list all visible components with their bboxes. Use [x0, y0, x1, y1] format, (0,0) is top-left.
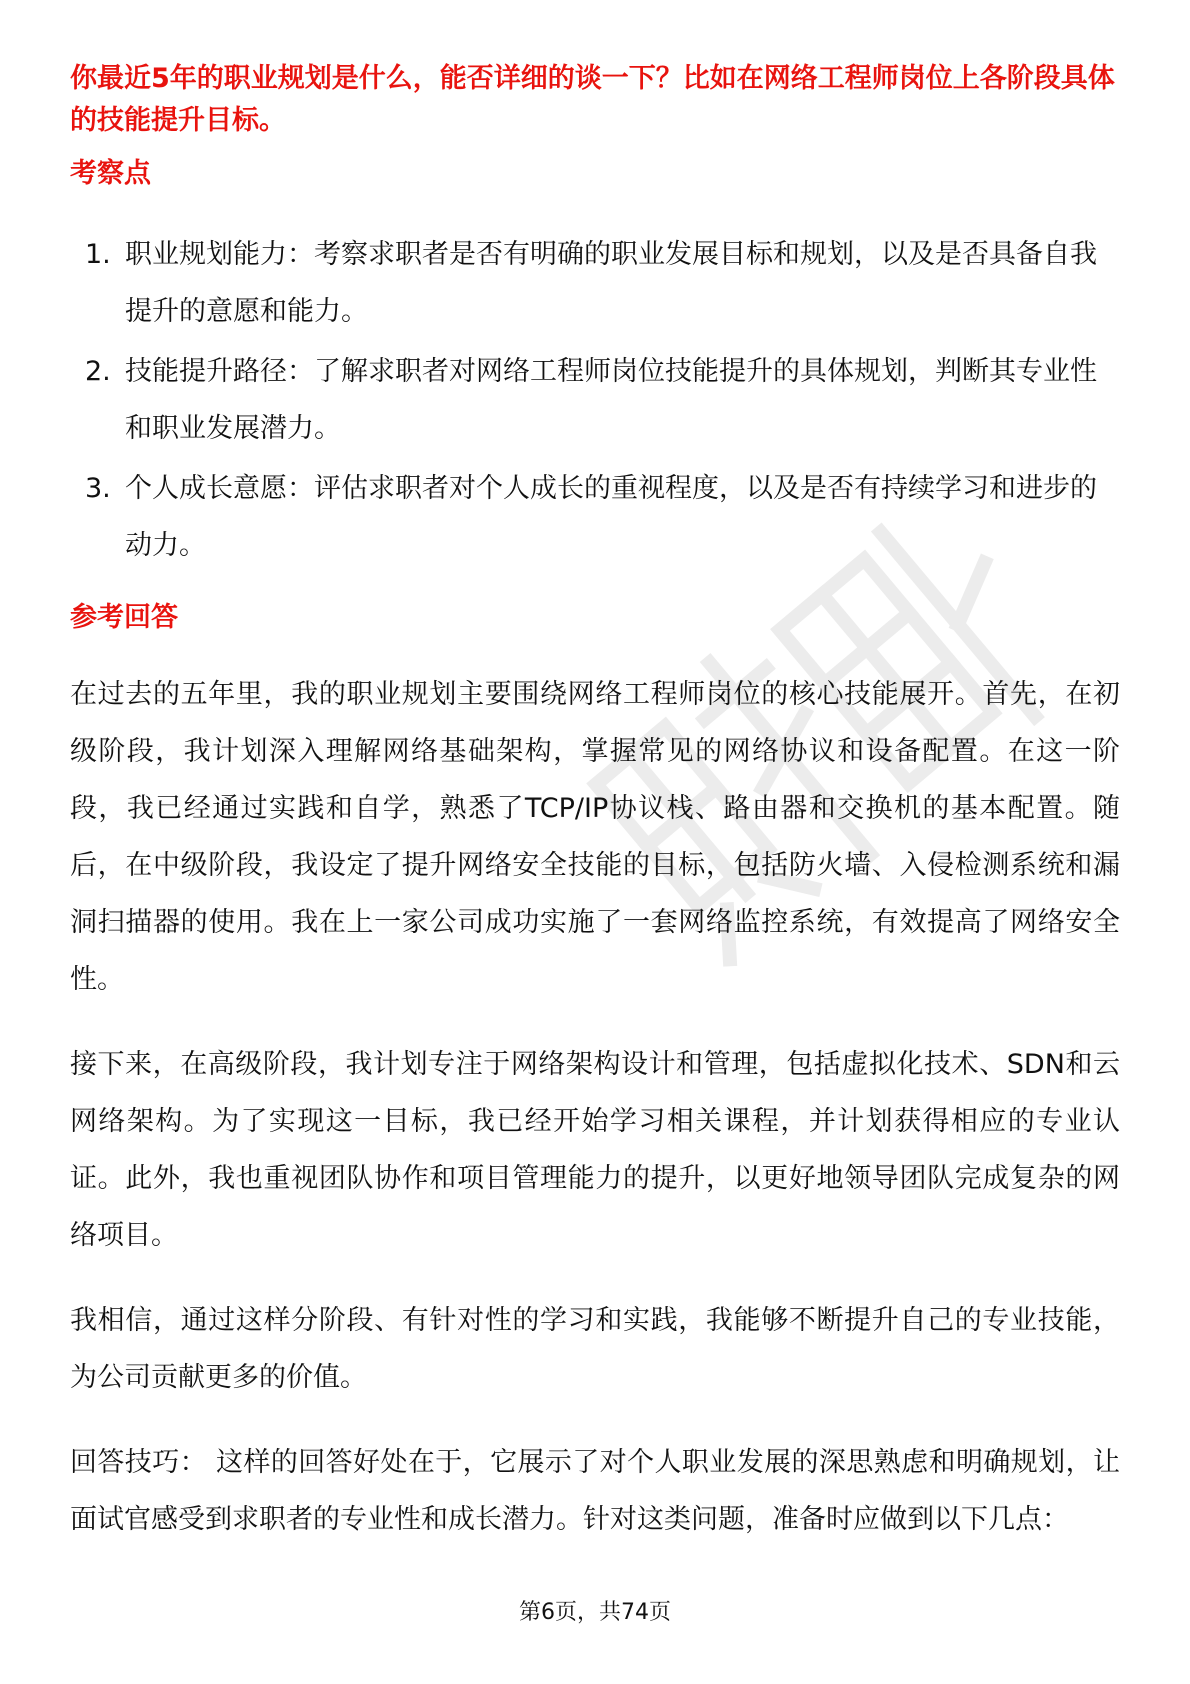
question-title: 你最近5年的职业规划是什么，能否详细的谈一下？比如在网络工程师岗位上各阶段具体的技能提升目标。	[70, 63, 1115, 136]
page-footer	[0, 1598, 1190, 1628]
list-item-text: 职业规划能力：考察求职者是否有明确的职业发展目标和规划，以及是否具备自我提升的意愿和能力。	[125, 239, 1097, 327]
answer-paragraph-3: 我相信，通过这样分阶段、有针对性的学习和实践，我能够不断提升自己的专业技能，为公司贡献更多的价值。	[70, 1305, 1120, 1393]
evaluation-points-list	[70, 226, 1120, 574]
list-item	[70, 343, 1120, 457]
list-item	[70, 460, 1120, 574]
answer-paragraph-2: 接下来，在高级阶段，我计划专注于网络架构设计和管理，包括虚拟化技术、SDN和云网络架构。为了实现这一目标，我已经开始学习相关课程，并计划获得相应的专业认证。此外，我也重视团队协作和项目管理能力的提升，以更好地领导团队完成复杂的网络项目。	[70, 1049, 1120, 1251]
section-heading-cankao: 参考回答	[70, 602, 178, 633]
list-item	[70, 226, 1120, 340]
list-item-number: 2.	[85, 356, 111, 387]
answer-tips-paragraph: 回答技巧： 这样的回答好处在于，它展示了对个人职业发展的深思熟虑和明确规划，让面试官感受到求职者的专业性和成长潜力。针对这类问题，准备时应做到以下几点：	[70, 1447, 1120, 1535]
page-number: 第6页，共74页	[519, 1600, 671, 1625]
section-heading-kaochadian: 考察点	[70, 158, 151, 189]
content-area	[70, 58, 1120, 1548]
answer-paragraph-1: 在过去的五年里，我的职业规划主要围绕网络工程师岗位的核心技能展开。首先，在初级阶段，我计划深入理解网络基础架构，掌握常见的网络协议和设备配置。在这一阶段，我已经通过实践和自学，熟悉了TCP/IP协议栈、路由器和交换机的基本配置。随后，在中级阶段，我设定了提升网络安全技能的目标，包括防火墙、入侵检测系统和漏洞扫描器的使用。我在上一家公司成功实施了一套网络监控系统，有效提高了网络安全性。	[70, 679, 1120, 995]
list-item-number: 3.	[85, 473, 111, 504]
list-item-text: 技能提升路径：了解求职者对网络工程师岗位技能提升的具体规划，判断其专业性和职业发展潜力。	[125, 356, 1097, 444]
list-item-text: 个人成长意愿：评估求职者对个人成长的重视程度，以及是否有持续学习和进步的动力。	[125, 473, 1097, 561]
list-item-number: 1.	[85, 239, 111, 270]
